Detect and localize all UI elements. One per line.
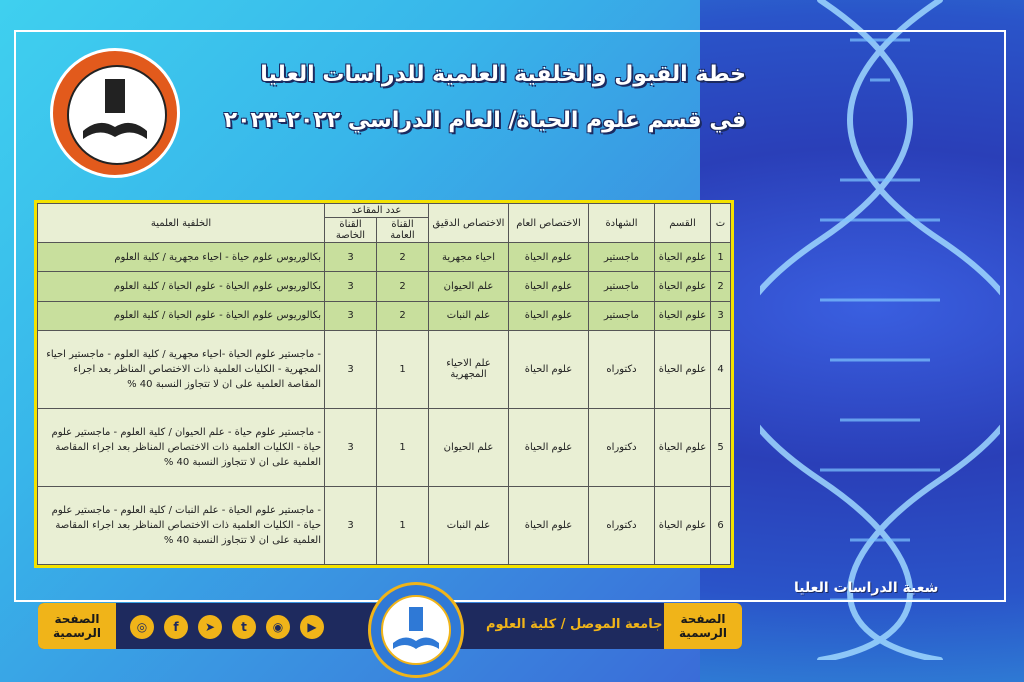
graduate-studies-signature: شعبة الدراسات العليا	[794, 580, 939, 596]
official-page-left-label[interactable]: الصفحة الرسمية	[38, 603, 116, 649]
cell-background: بكالوريوس علوم الحياة - علوم الحياة / كلية العلوم	[38, 272, 325, 301]
cell-general: علوم الحياة	[509, 243, 589, 272]
cell-general: علوم الحياة	[509, 486, 589, 564]
cell-degree: ماجستير	[589, 301, 655, 330]
cell-dept: علوم الحياة	[655, 330, 711, 408]
cell-general: علوم الحياة	[509, 301, 589, 330]
cell-public: 2	[377, 301, 429, 330]
header-seats: عدد المقاعد	[325, 204, 429, 218]
faculty-of-science-seal	[368, 582, 464, 678]
cell-num: 3	[711, 301, 731, 330]
cell-background: - ماجستير علوم الحياة - علم النبات / كلية العلوم - ماجستير علوم حياة - الكليات العلمية ذات الاختصاص المناظر بعد اجراء المقاصة العلمية على ان لا تتجاوز النسبة 40 %	[38, 486, 325, 564]
cell-public: 1	[377, 486, 429, 564]
cell-background: - ماجستير علوم حياة - علم الحيوان / كلية العلوم - ماجستير علوم حياة - الكليات العلمية ذات الاختصاص المناظر بعد اجراء المقاصة العلمية على ان لا تتجاوز النسبة 40 %	[38, 408, 325, 486]
table-row	[38, 243, 731, 272]
table-row	[38, 408, 731, 486]
facebook-icon[interactable]: f	[164, 615, 188, 639]
website-icon[interactable]: ◎	[130, 615, 154, 639]
university-of-mosul-logo	[50, 48, 180, 178]
instagram-icon[interactable]: ◉	[266, 615, 290, 639]
cell-public: 2	[377, 272, 429, 301]
admission-plan-table-container	[34, 200, 734, 568]
cell-specific: علم الحيوان	[429, 272, 509, 301]
official-page-right-label[interactable]: الصفحة الرسمية	[664, 603, 742, 649]
cell-public: 1	[377, 408, 429, 486]
cell-dept: علوم الحياة	[655, 243, 711, 272]
cell-specific: احياء مجهرية	[429, 243, 509, 272]
header-background: الخلفية العلمية	[38, 204, 325, 243]
cell-background: بكالوريوس علوم حياة - احياء مجهرية / كلية العلوم	[38, 243, 325, 272]
table-row	[38, 330, 731, 408]
cell-private: 3	[325, 330, 377, 408]
page-title: خطة القبول والخلفية العلمية للدراسات العليا	[260, 62, 746, 87]
cell-num: 1	[711, 243, 731, 272]
header-public: القناة العامة	[377, 218, 429, 243]
header-private: القناة الخاصة	[325, 218, 377, 243]
header-general: الاختصاص العام	[509, 204, 589, 243]
header-dept: القسم	[655, 204, 711, 243]
cell-public: 1	[377, 330, 429, 408]
cell-private: 3	[325, 243, 377, 272]
cell-degree: دكتوراه	[589, 330, 655, 408]
cell-general: علوم الحياة	[509, 330, 589, 408]
cell-specific: علم النبات	[429, 486, 509, 564]
cell-dept: علوم الحياة	[655, 301, 711, 330]
cell-degree: دكتوراه	[589, 486, 655, 564]
cell-num: 5	[711, 408, 731, 486]
cell-dept: علوم الحياة	[655, 408, 711, 486]
youtube-icon[interactable]: ▶	[300, 615, 324, 639]
cell-specific: علم النبات	[429, 301, 509, 330]
cell-specific: علم الاحياء المجهرية	[429, 330, 509, 408]
cell-num: 4	[711, 330, 731, 408]
header-degree: الشهادة	[589, 204, 655, 243]
telegram-icon[interactable]: ➤	[198, 615, 222, 639]
cell-degree: ماجستير	[589, 243, 655, 272]
table-row	[38, 301, 731, 330]
admission-plan-table	[37, 203, 731, 565]
cell-private: 3	[325, 486, 377, 564]
social-icons	[130, 615, 324, 639]
cell-num: 2	[711, 272, 731, 301]
cell-private: 3	[325, 272, 377, 301]
header-specific: الاختصاص الدقيق	[429, 204, 509, 243]
cell-degree: ماجستير	[589, 272, 655, 301]
cell-dept: علوم الحياة	[655, 486, 711, 564]
cell-general: علوم الحياة	[509, 272, 589, 301]
header-num: ت	[711, 204, 731, 243]
twitter-icon[interactable]: t	[232, 615, 256, 639]
cell-general: علوم الحياة	[509, 408, 589, 486]
table-row	[38, 486, 731, 564]
cell-specific: علم الحيوان	[429, 408, 509, 486]
cell-private: 3	[325, 301, 377, 330]
cell-public: 2	[377, 243, 429, 272]
university-faculty-text: جامعة الموصل / كلية العلوم	[486, 617, 663, 632]
table-header-row	[38, 204, 731, 218]
cell-degree: دكتوراه	[589, 408, 655, 486]
cell-background: - ماجستير علوم الحياة -احياء مجهرية / كلية العلوم - ماجستير احياء المجهرية - الكليات العلمية ذات الاختصاص المناظر بعد اجراء المقاصة العلمية على ان لا تتجاوز النسبة 40 %	[38, 330, 325, 408]
page-subtitle: في قسم علوم الحياة/ العام الدراسي ٢٠٢٢-٢٠٢٣	[223, 108, 746, 133]
cell-dept: علوم الحياة	[655, 272, 711, 301]
cell-private: 3	[325, 408, 377, 486]
cell-num: 6	[711, 486, 731, 564]
table-row	[38, 272, 731, 301]
cell-background: بكالوريوس علوم الحياة - علوم الحياة / كلية العلوم	[38, 301, 325, 330]
